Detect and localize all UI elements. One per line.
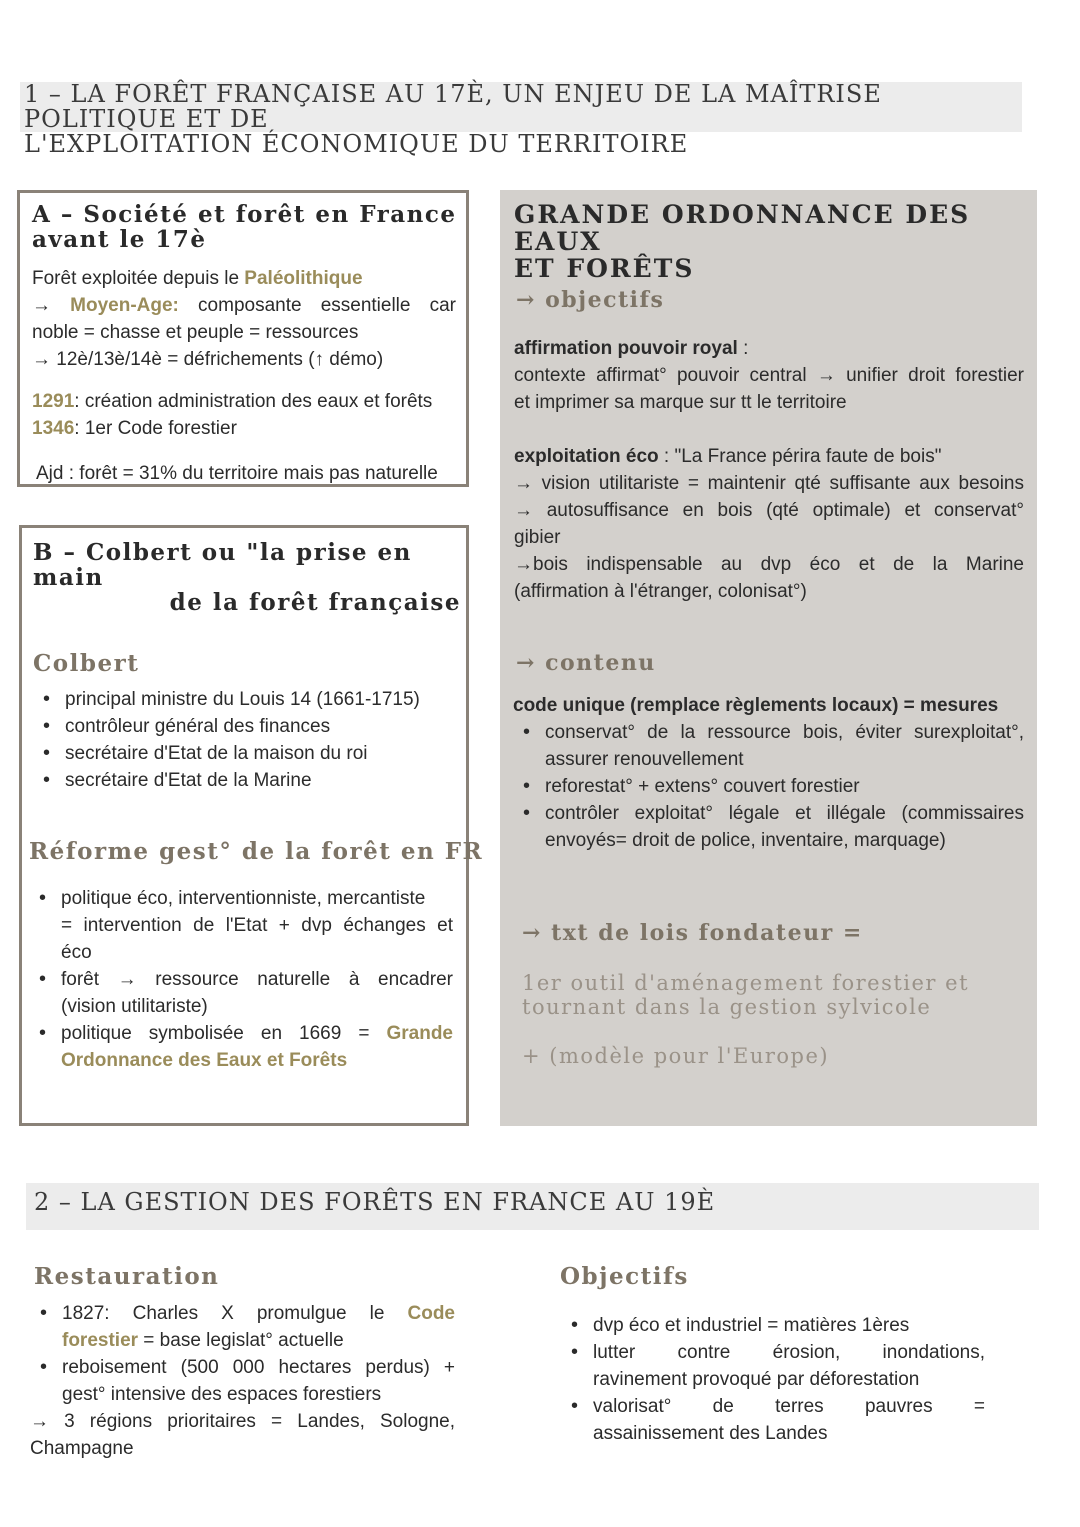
- section1-title-line1: 1 – LA FORÊT FRANÇAISE AU 17È, UN ENJEU DE LA MAÎTRISE POLITIQUE ET DE: [24, 80, 882, 133]
- box-a-title-line2: avant le 17è: [32, 226, 207, 253]
- colbert-heading: Colbert: [33, 650, 140, 677]
- list-item: • politique éco, interventionniste, mercantiste = intervention de l'Etat + dvp échanges et éco: [29, 885, 453, 966]
- list-item: • 1827: Charles X promulgue le Code forestier = base legislat° actuelle: [30, 1300, 455, 1354]
- list-item: • reforestat° + extens° couvert forestier: [513, 773, 1024, 800]
- list-item: • dvp éco et industriel = matières 1ères: [561, 1312, 985, 1339]
- list-item: • principal ministre du Louis 14 (1661-1715): [33, 686, 463, 713]
- section1-title-line2: L'EXPLOITATION ÉCONOMIQUE DU TERRITOIRE: [24, 130, 689, 158]
- list-item: • lutter contre érosion, inondations, ravinement provoqué par déforestation: [561, 1339, 985, 1393]
- list-item: • contrôleur général des finances: [33, 713, 463, 740]
- objectifs19-block: [561, 1312, 985, 1447]
- restauration-regions: → 3 régions prioritaires = Landes, Sologne,: [30, 1411, 455, 1432]
- restauration-block: • 1827: Charles X promulgue le Code forestier = base legislat° actuelle • reboisement (500 000 hectares perdus) + gest° intensive des espaces forestiers → 3 régions prioritaires = Landes, Sologne, Champagne: [30, 1300, 455, 1462]
- colbert-list: [33, 686, 463, 794]
- contenu-text: code unique (remplace règlements locaux) = mesures • conservat° de la ressource bois, éviter surexploitat°, assurer renouvellement • reforestat° + extens° couvert forestier • contrôler exploitat° légale et illégale (commissaires envoyés= droit de police, inventaire, marquage): [513, 692, 1024, 854]
- box-a-line-4: → 12è/13è/14è = défrichements (↑ démo): [32, 349, 384, 370]
- box-b-title-line1: B – Colbert ou "la prise en main: [33, 539, 412, 591]
- ordonnance-panel: [500, 190, 1037, 1126]
- list-item: • secrétaire d'Etat de la maison du roi: [33, 740, 463, 767]
- modele-text: + (modèle pour l'Europe): [522, 1044, 830, 1068]
- box-b-title: [33, 540, 461, 615]
- list-item: • valorisat° de terres pauvres = assainissement des Landes: [561, 1393, 985, 1447]
- box-b-title-line2: de la forêt française: [169, 589, 461, 616]
- objectifs19-list: [561, 1312, 985, 1447]
- list-item: • contrôler exploitat° légale et illégale (commissaires envoyés= droit de police, inventaire, marquage): [513, 800, 1024, 854]
- restauration-list: [30, 1300, 455, 1408]
- reforme-list: [29, 885, 453, 1074]
- section1-title: [20, 80, 1022, 158]
- panel-title: GRANDE ORDONNANCE DES EAUX ET FORÊTS: [514, 200, 971, 283]
- lois-heading: → txt de lois fondateur =: [522, 920, 863, 946]
- contenu-list: [513, 719, 1024, 854]
- objectifs19-heading: Objectifs: [560, 1263, 689, 1290]
- objectifs-heading: → objectifs: [516, 287, 665, 313]
- list-item: • reboisement (500 000 hectares perdus) + gest° intensive des espaces forestiers: [30, 1354, 455, 1408]
- box-a: [17, 190, 469, 487]
- restauration-heading: Restauration: [34, 1263, 220, 1290]
- box-a-line-5: 1291: création administration des eaux et forêts: [32, 391, 433, 412]
- list-item: • conservat° de la ressource bois, éviter surexploitat°, assurer renouvellement: [513, 719, 1024, 773]
- lois-text: 1er outil d'aménagement forestier et tournant dans la gestion sylvicole: [522, 971, 970, 1019]
- box-a-line-2: → Moyen-Age: composante essentielle car: [32, 295, 457, 316]
- objectifs-text: affirmation pouvoir royal : contexte affirmat° pouvoir central → unifier droit forestier et imprimer sa marque sur tt le territoire exploitation éco : "La France périra faute de bois" → vision utilitariste = maintenir qté suffisante aux besoins → autosuffisance en bois (qté optimale) et conservat° gibier →bois indispensable au dvp éco et de la Marine (affirmation à l'étranger, colonisat°): [514, 338, 1024, 602]
- box-a-text: [32, 265, 456, 487]
- box-a-line-7: Ajd : forêt = 31% du territoire mais pas naturelle: [36, 463, 438, 484]
- box-a-line-1: Forêt exploitée depuis le Paléolithique: [32, 268, 363, 289]
- box-a-line-6: 1346: 1er Code forestier: [32, 418, 237, 439]
- reforme-heading: Réforme gest° de la forêt en FR: [29, 838, 484, 865]
- box-a-title: [32, 202, 462, 252]
- list-item: • secrétaire d'Etat de la Marine: [33, 767, 463, 794]
- contenu-heading: → contenu: [516, 650, 656, 676]
- box-a-title-line1: A – Société et forêt en France: [32, 201, 457, 228]
- box-b: [19, 525, 484, 1126]
- box-a-line-3: noble = chasse et peuple = ressources: [32, 322, 359, 343]
- list-item: • politique symbolisée en 1669 = Grande Ordonnance des Eaux et Forêts: [29, 1020, 453, 1074]
- list-item: • forêt → ressource naturelle à encadrer (vision utilitariste): [29, 966, 453, 1020]
- section2-title: 2 – LA GESTION DES FORÊTS EN FRANCE AU 19È: [26, 1183, 1039, 1230]
